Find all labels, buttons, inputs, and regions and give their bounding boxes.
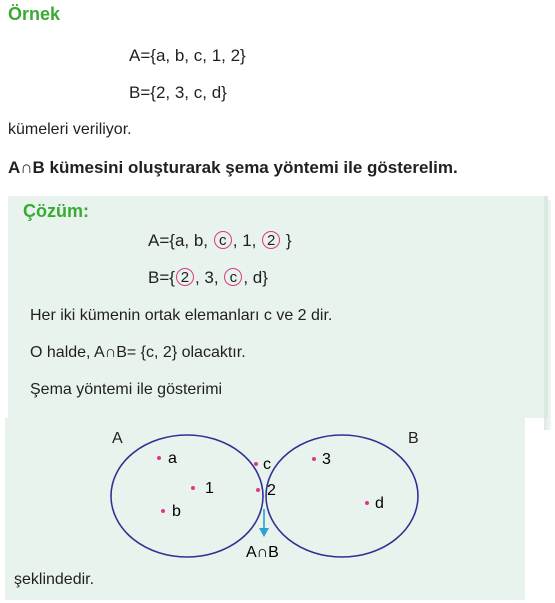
element-dot [191, 486, 195, 490]
solution-line-2: O halde, A∩B= {c, 2} olacaktır. [30, 344, 246, 361]
example-given-text: kümeleri veriliyor. [8, 121, 132, 138]
element-3: 3 [322, 451, 331, 468]
set-b-suffix: , d} [243, 268, 268, 287]
circled-element-c: c [214, 231, 232, 249]
element-b: b [172, 503, 181, 520]
element-dot [256, 488, 260, 492]
set-a-sep: , 1, [232, 231, 257, 250]
solution-line-1: Her iki kümenin ortak elemanları c ve 2 dir. [30, 307, 333, 324]
set-a-suffix: } [285, 231, 292, 250]
element-c: c [263, 456, 271, 473]
element-dot [157, 456, 161, 460]
venn-panel [5, 418, 525, 600]
arrow-head-icon [259, 528, 269, 537]
set-a-prefix: A={a, b, [148, 231, 209, 250]
example-task: A∩B kümesini oluşturarak şema yöntemi ile gösterelim. [8, 158, 458, 177]
solution-line-3: Şema yöntemi ile gösterimi [30, 381, 223, 398]
element-dot [365, 501, 369, 505]
element-dot [161, 509, 165, 513]
solution-set-b [148, 268, 268, 288]
intersection-label: A∩B [246, 544, 279, 561]
set-a-label: A [112, 430, 123, 447]
set-b-ellipse [266, 435, 418, 557]
solution-heading: Çözüm: [23, 201, 89, 221]
element-1: 1 [205, 480, 214, 497]
set-a-ellipse [111, 435, 263, 557]
element-2: 2 [267, 482, 276, 499]
solution-set-a [148, 231, 292, 251]
set-b-prefix: B={ [148, 268, 175, 287]
set-b-label: B [408, 430, 419, 447]
solution-conclusion: şeklindedir. [14, 571, 95, 588]
circled-element-2: 2 [262, 231, 280, 249]
circled-element-2: 2 [176, 268, 194, 286]
element-d: d [375, 495, 384, 512]
element-dot [312, 457, 316, 461]
set-b-sep: , 3, [194, 268, 219, 287]
example-heading: Örnek [8, 4, 61, 24]
element-dot [254, 462, 258, 466]
example-set-a: A={a, b, c, 1, 2} [129, 46, 246, 65]
circled-element-c: c [224, 268, 242, 286]
example-set-b: B={2, 3, c, d} [129, 83, 227, 102]
element-a: a [168, 450, 177, 467]
